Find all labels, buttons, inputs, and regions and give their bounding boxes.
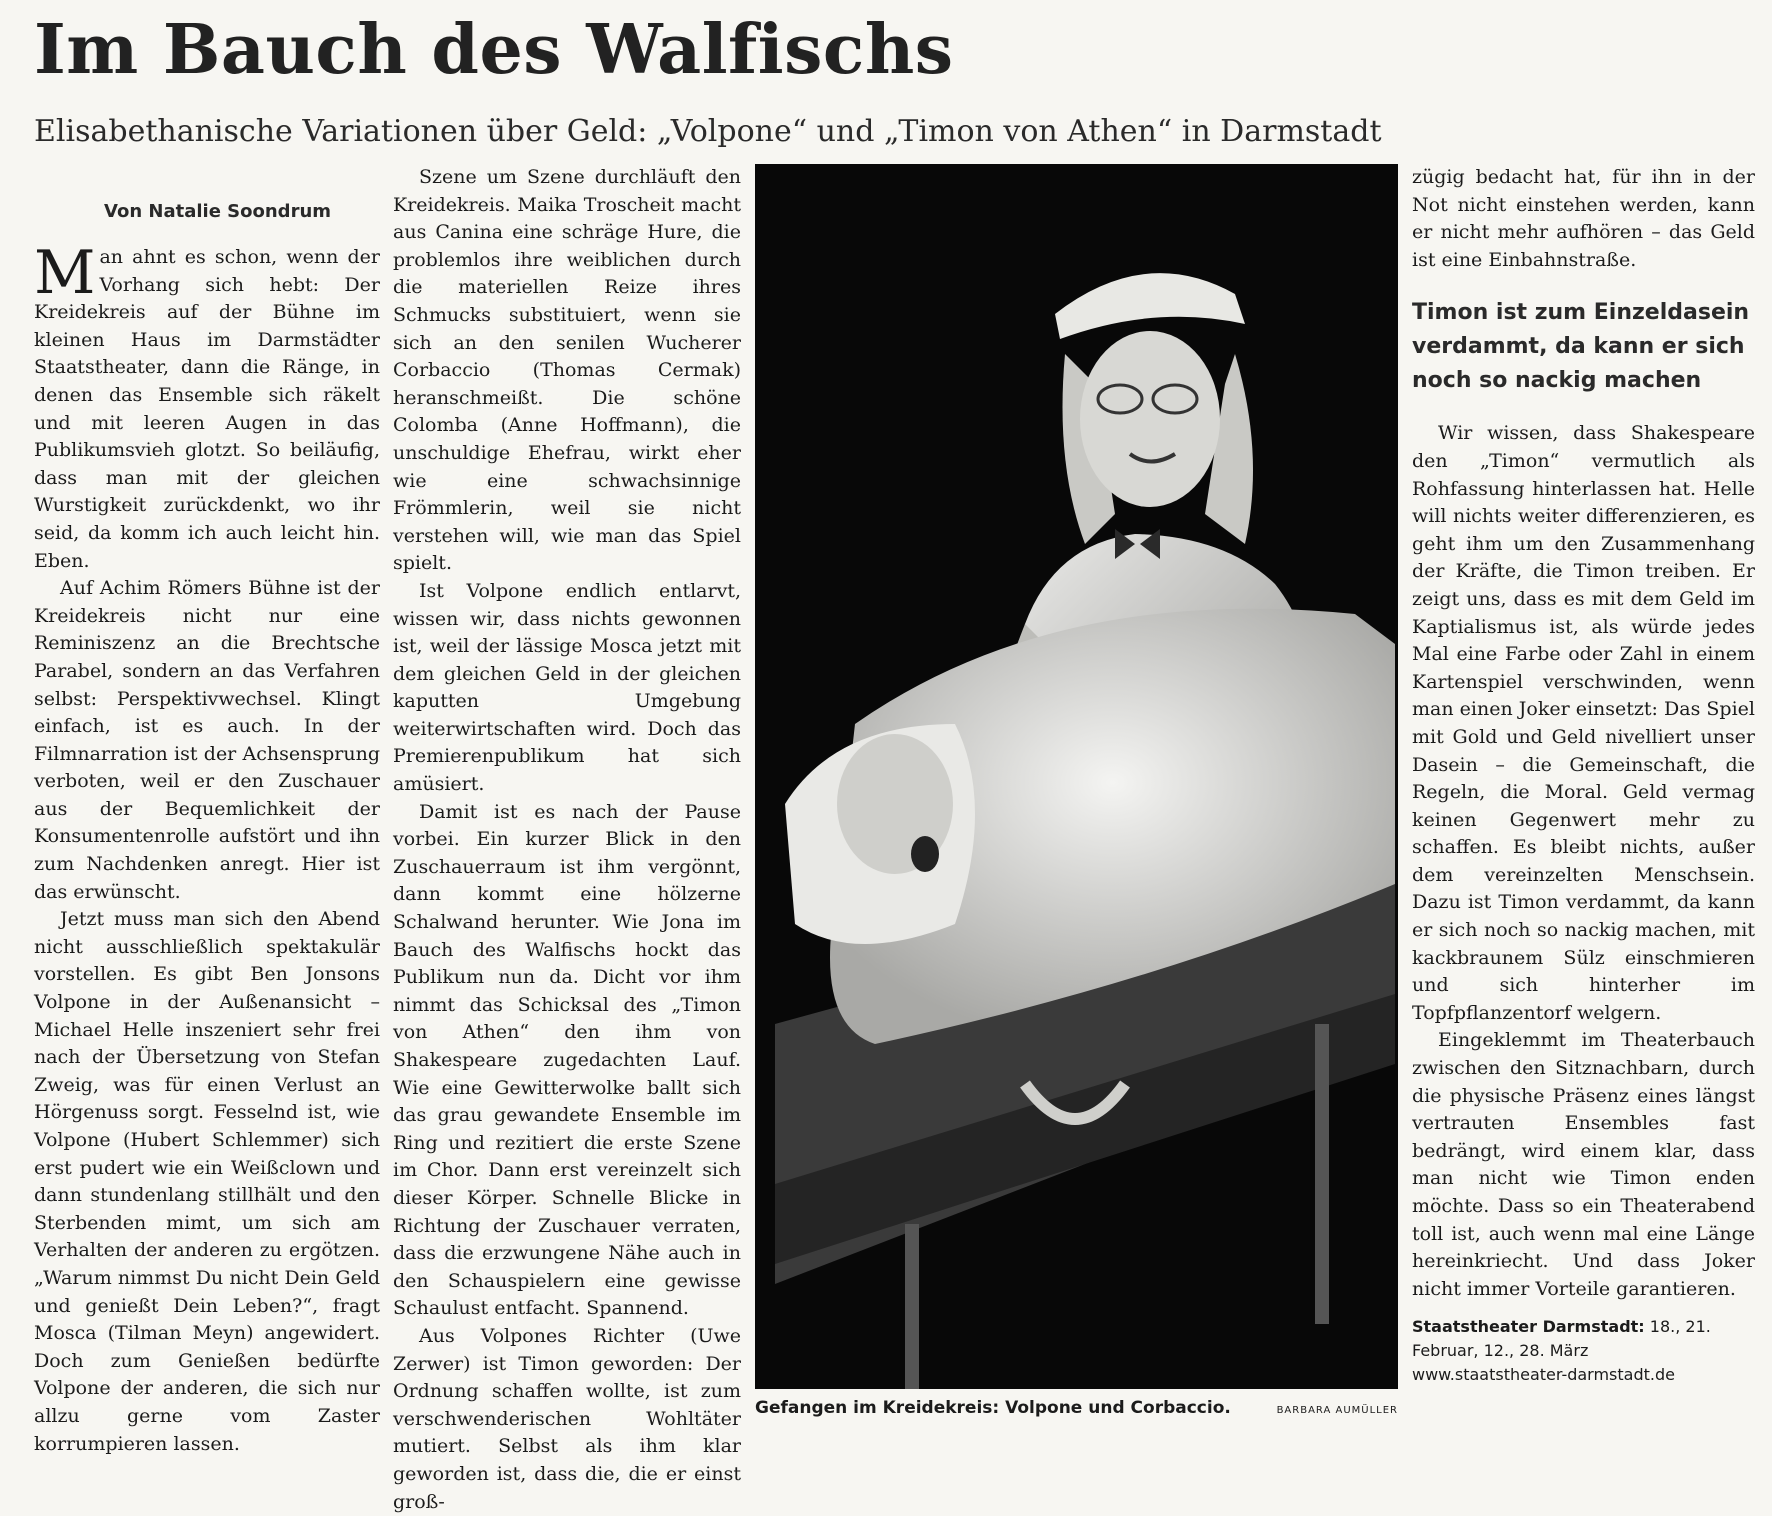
paragraph: Wir wissen, dass Shakespeare den „Timon“ vermutlich als Rohfassung hinterlassen hat. Helle will nichts weiter differenzieren, es geht ihm um den Zusammenhang der Kräfte, die Timon treiben. Er zeigt uns, dass es mit dem Geld im Kaptialismus ist, als würde jedes Mal eine Farbe oder Zahl in einem Kartenspiel verschwinden, wenn man einen Joker einsetzt: Das Spiel mit Gold und Geld nivelliert unser Dasein – die Gemeinschaft, die Regeln, die Moral. Geld vermag keinen Gegenwert mehr zu schaffen. Es bleibt nichts, außer dem vereinzelten Menschsein. Dazu ist Timon verdammt, da kann er sich noch so nackig machen, mit kackbraunem Sülz einschmieren und sich hinterher im Topfpflanzentorf welgern.	[1412, 422, 1755, 1024]
paragraph: Ist Volpone endlich entlarvt, wissen wir, dass nichts gewonnen ist, weil der lässige Mosca jetzt mit dem gleichen Geld in der gleichen kaputten Umgebung weiterwirtschaften wird. Doch das Premierenpublikum hat sich amüsiert.	[393, 579, 741, 796]
venue-name: Staatstheater Darmstadt:	[1412, 1317, 1645, 1337]
drop-cap: M	[34, 238, 96, 308]
photo-caption-bar	[755, 1396, 1398, 1420]
byline: Von Natalie Soondrum	[104, 201, 332, 222]
performance-dates: 18., 21. Februar, 12., 28. März	[1412, 1317, 1711, 1361]
article-column-4	[1412, 164, 1755, 1387]
article-column-2	[393, 164, 741, 1516]
subheadline: Elisabethanische Variationen über Geld: „Volpone“ und „Timon von Athen“ in Darmstadt	[34, 114, 1382, 149]
article-photo	[755, 164, 1398, 1389]
intermediate-heading: Timon ist zum Einzeldasein verdammt, da kann er sich noch so nackig machen	[1412, 300, 1750, 394]
paragraph: Eingeklemmt im Theaterbauch zwischen den Sitznachbarn, durch die physische Präsenz eines längst vertrauten Ensembles fast bedrängt, wird einem klar, dass man nicht wie Timon enden möchte. Dass so ein Theaterabend toll ist, auch wenn mal eine Länge hereinkriecht. Und dass Joker nicht immer Vorteile garantieren.	[1412, 1029, 1755, 1300]
paragraph: Man ahnt es schon, wenn der Vorhang sich hebt: Der Kreidekreis auf der Bühne im kleinen Haus im Darmstädter Staatstheater, dann die Ränge, in denen das Ensemble sich räkelt und mit leeren Augen in das Publikumsvieh glotzt. So beiläufig, dass man mit der gleichen Wurstigkeit zurückdenkt, wo ihr seid, da komm ich auch leicht hin. Eben.	[34, 238, 380, 572]
paragraph: Szene um Szene durchläuft den Kreidekreis. Maika Troscheit macht aus Canina eine schräge Hure, die problemlos ihre weiblichen durch die materiellen Reize ihres Schmucks substituiert, wenn sie sich an den senilen Wucherer Corbaccio (Thomas Cermak) heranschmeißt. Die schöne Colomba (Anne Hoffmann), die unschuldige Ehefrau, wirkt eher wie eine schwachsinnige Frömmlerin, weil sie nicht verstehen will, wie man das Spiel spielt.	[393, 166, 741, 575]
paragraph: zügig bedacht hat, für ihn in der Not nicht einstehen werden, kann er nicht mehr aufhören – das Geld ist eine Einbahnstraße.	[1412, 166, 1755, 271]
paragraph: Aus Volpones Richter (Uwe Zerwer) ist Timon geworden: Der Ordnung schaffen wollte, ist zum verschwenderischen Wohltäter mutiert. Selbst als ihm klar geworden ist, dass die, die er einst groß-	[393, 1324, 741, 1513]
photo-illustration	[755, 164, 1398, 1389]
venue-url[interactable]: www.staatstheater-darmstadt.de	[1412, 1365, 1675, 1385]
paragraph: Damit ist es nach der Pause vorbei. Ein kurzer Blick in den Zuschauerraum ist ihm vergönnt, dann kommt eine hölzerne Schalwand herunter. Wie Jona im Bauch des Walfischs hockt das Publikum nun da. Dicht vor ihm nimmt das Schicksal des „Timon von Athen“ den ihm von Shakespeare zugedachten Lauf. Wie eine Gewitterwolke ballt sich das grau gewandete Ensemble im Ring und rezitiert die erste Szene im Chor. Dann erst vereinzelt sich dieser Körper. Schnelle Blicke in Richtung der Zuschauer verraten, dass die erzwungene Nähe auch in den Schauspielern eine gewisse Schaulust entfacht. Spannend.	[393, 800, 741, 1320]
paragraph: Jetzt muss man sich den Abend nicht ausschließlich spektakulär vorstellen. Es gibt Ben Jonsons Volpone in der Außenansicht – Michael Helle inszeniert sehr frei nach der Übersetzung von Stefan Zweig, was für einen Verlust an Hörgenuss sorgt. Fesselnd ist, wie Volpone (Hubert Schlemmer) sich erst pudert wie ein Weißclown und dann stundenlang stillhält und den Sterbenden mimt, um sich am Verhalten der anderen zu ergötzen. „Warum nimmst Du nicht Dein Geld und genießt Dein Leben?“, fragt Mosca (Tilman Meyn) angewidert. Doch zum Genießen bedürfte Volpone der anderen, die sich nur allzu gerne vom Zaster korrumpieren lassen.	[34, 908, 380, 1455]
performance-info	[1412, 1315, 1755, 1387]
photo-credit: BARBARA AUMÜLLER	[1276, 1405, 1398, 1416]
headline: Im Bauch des Walfischs	[34, 10, 954, 90]
photo-caption: Gefangen im Kreidekreis: Volpone und Corbaccio.	[755, 1398, 1231, 1418]
article-column-1	[34, 164, 380, 1458]
paragraph: Auf Achim Römers Bühne ist der Kreidekreis nicht nur eine Reminiszenz an die Brechtsche Parabel, sondern an das Verfahren selbst: Perspektivwechsel. Klingt einfach, ist es auch. In der Filmnarration ist der Achsensprung verboten, weil er den Zuschauer aus der Bequemlichkeit der Konsumentenrolle aufstört und ihn zum Nachdenken anregt. Hier ist das erwünscht.	[34, 577, 380, 903]
